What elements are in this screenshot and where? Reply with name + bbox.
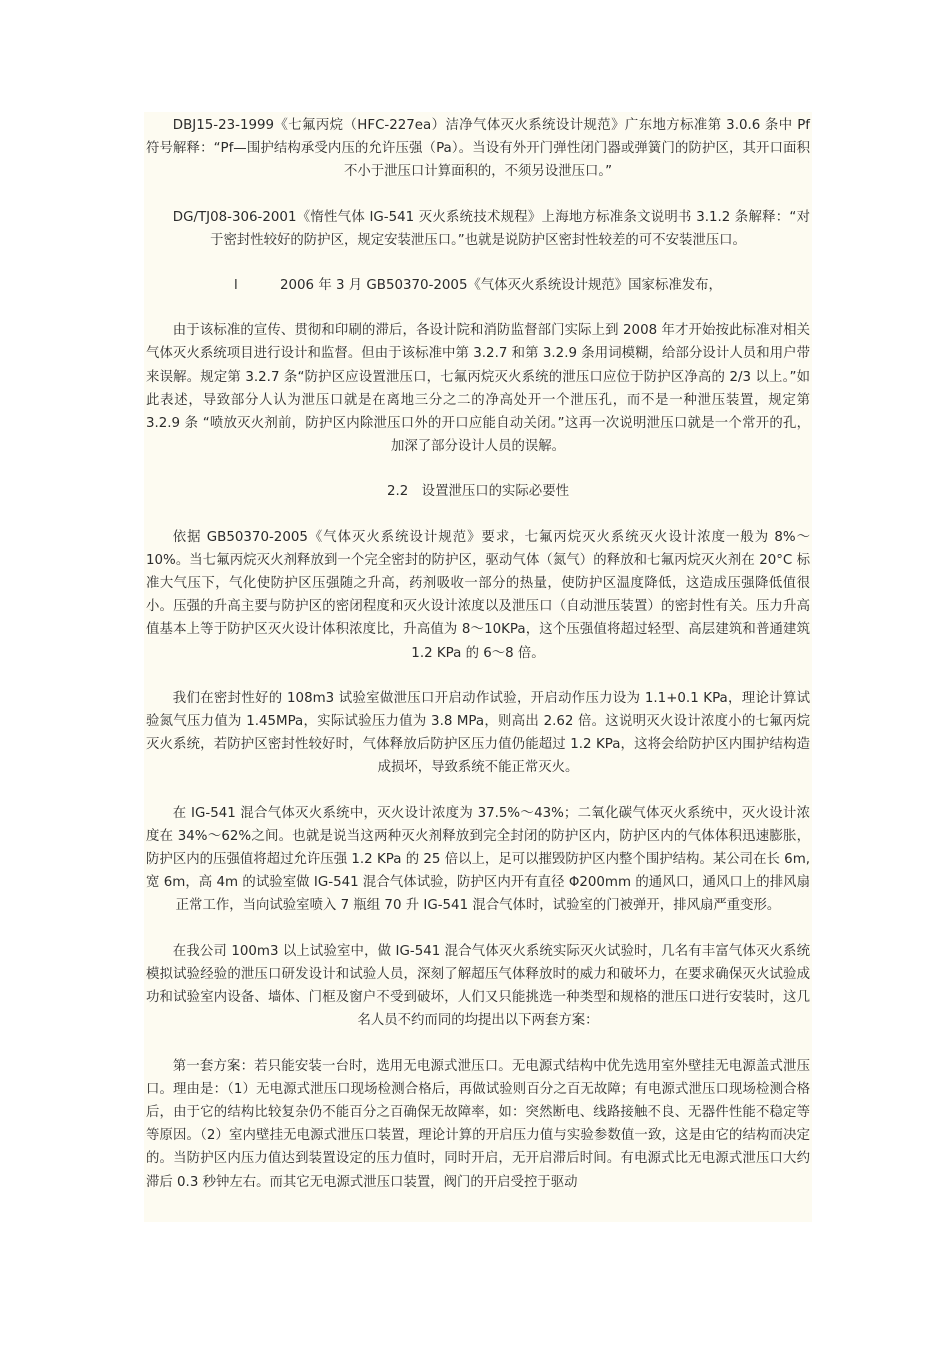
paragraph-heptafluoropropane-pressure: 依据 GB50370-2005《气体灭火系统设计规范》要求，七氟丙烷灭火系统灭火设计浓度一般为 8%～10%。当七氟丙烷灭火剂释放到一个完全密封的防护区，驱动气体（氮气）的释放和七氟丙烷灭火剂在 20°C 标准大气压下，气化使防护区压强随之升高，药剂吸收一部分的热量，使防护区温度降低，这造成压强降低值很小。压强的升高主要与防护区的密闭程度和灭火设计浓度以及泄压口（自动泄压装置）的密封性有关。压力升高值基本上等于防护区灭火设计体积浓度比，升高值为 8～10KPa，这个压强值将超过轻型、高层建筑和普通建筑 1.2 KPa 的 6～8 倍。 (146, 529, 810, 661)
paragraph-first-plan: 第一套方案：若只能安装一台时，选用无电源式泄压口。无电源式结构中优先选用室外壁挂无电源盖式泄压口。理由是：（1）无电源式泄压口现场检测合格后，再做试验则百分之百无故障；有电源式泄压口现场检测合格后，由于它的结构比较复杂仍不能百分之百确保无故障率，如：突然断电、线路接触不良、无器件性能不稳定等等原因。（2）室内壁挂无电源式泄压口装置，理论计算的开启压力值与实验参数值一致，这是由它的结构而决定的。当防护区内压力值达到装置设定的压力值时，同时开启，无开启滞后时间。有电源式比无电源式泄压口大约滞后 0.3 秒钟左右。而其它无电源式泄压口装置，阀门的开启受控于驱动 (146, 1058, 810, 1190)
bullet-text: 2006 年 3 月 GB50370-2005《气体灭火系统设计规范》国家标准发布， (280, 278, 722, 294)
paragraph-national-standard-release (144, 274, 812, 297)
paragraph-company-test: 在我公司 100m3 以上试验室中，做 IG-541 混合气体灭火系统实际灭火试验时，几名有丰富气体灭火系统模拟试验经验的泄压口研发设计和试验人员，深刻了解超压气体释放时的威力和破坏力，在要求确保灭火试验成功和试验室内设备、墙体、门框及窗户不受到破坏，人们又只能挑选一种类型和规格的泄压口进行安装时，这几名人员不约而同的均提出以下两套方案： (146, 943, 810, 1029)
paragraph-guangdong-standard: DBJ15-23-1999《七氟丙烷（HFC-227ea）洁净气体灭火系统设计规范》广东地方标准第 3.0.6 条中 Pf 符号解释：“Pf—围护结构承受内压的允许压强（Pa）。当设有外开门弹性闭门器或弹簧门的防护区，其开口面积不小于泄压口计算面积的，不须另设泄压口。” (146, 118, 810, 180)
paragraph-shanghai-standard: DG/TJ08-306-2001《惰性气体 IG-541 灭火系统技术规程》上海地方标准条文说明书 3.1.2 条解释：“对于密封性较好的防护区，规定安装泄压口。”也就是说防护区密封性较差的可不安装泄压口。 (172, 209, 810, 248)
document-body (144, 112, 812, 1222)
paragraph-ig541-test: 在 IG-541 混合气体灭火系统中，灭火设计浓度为 37.5%～43%；二氧化碳气体灭火系统中，灭火设计浓度在 34%～62%之间。也就是说当这两种灭火剂释放到完全封闭的防护区内，防护区内的气体体积迅速膨胀，防护区内的压强值将超过允许压强 1.2 KPa 的 25 倍以上，足可以摧毁防护区内整个围护结构。某公司在长 6m,宽 6m，高 4m 的试验室做 IG-541 混合气体试验，防护区内开有直径 Φ200mm 的通风口，通风口上的排风扇正常工作，当向试验室喷入 7 瓶组 70 升 IG-541 混合气体时，试验室的门被弹开，排风扇严重变形。 (146, 805, 810, 914)
paragraph-lab-test: 我们在密封性好的 108m3 试验室做泄压口开启动作试验，开启动作压力设为 1.1+0.1 KPa，理论计算试验氮气压力值为 1.45MPa，实际试验压力值为 3.8 MPa，则高出 2.62 倍。这说明灭火设计浓度小的七氟丙烷灭火系统，若防护区密封性较好时，气体释放后防护区压力值仍能超过 1.2 KPa，这将会给防护区内围护结构造成损坏，导致系统不能正常灭火。 (146, 690, 810, 776)
bullet-marker: l (234, 278, 238, 294)
section-heading: 2.2 设置泄压口的实际必要性 (387, 484, 569, 500)
paragraph-standard-misunderstanding: 由于该标准的宣传、贯彻和印刷的滞后，各设计院和消防监督部门实际上到 2008 年才开始按此标准对相关气体灭火系统项目进行设计和监督。但由于该标准中第 3.2.7 和第 3.2.9 条用词模糊，给部分设计人员和用户带来误解。规定第 3.2.7 条“防护区应设置泄压口，七氟丙烷灭火系统的泄压口应位于防护区净高的 2/3 以上。”如此表述，导致部分人认为泄压口就是在离地三分之二的净高处开一个泄压孔，而不是一种泄压装置，规定第 3.2.9 条 “喷放灭火剂前，防护区内除泄压口外的开口应能自动关闭。”这再一次说明泄压口就是一个常开的孔，加深了部分设计人员的误解。 (146, 323, 810, 455)
